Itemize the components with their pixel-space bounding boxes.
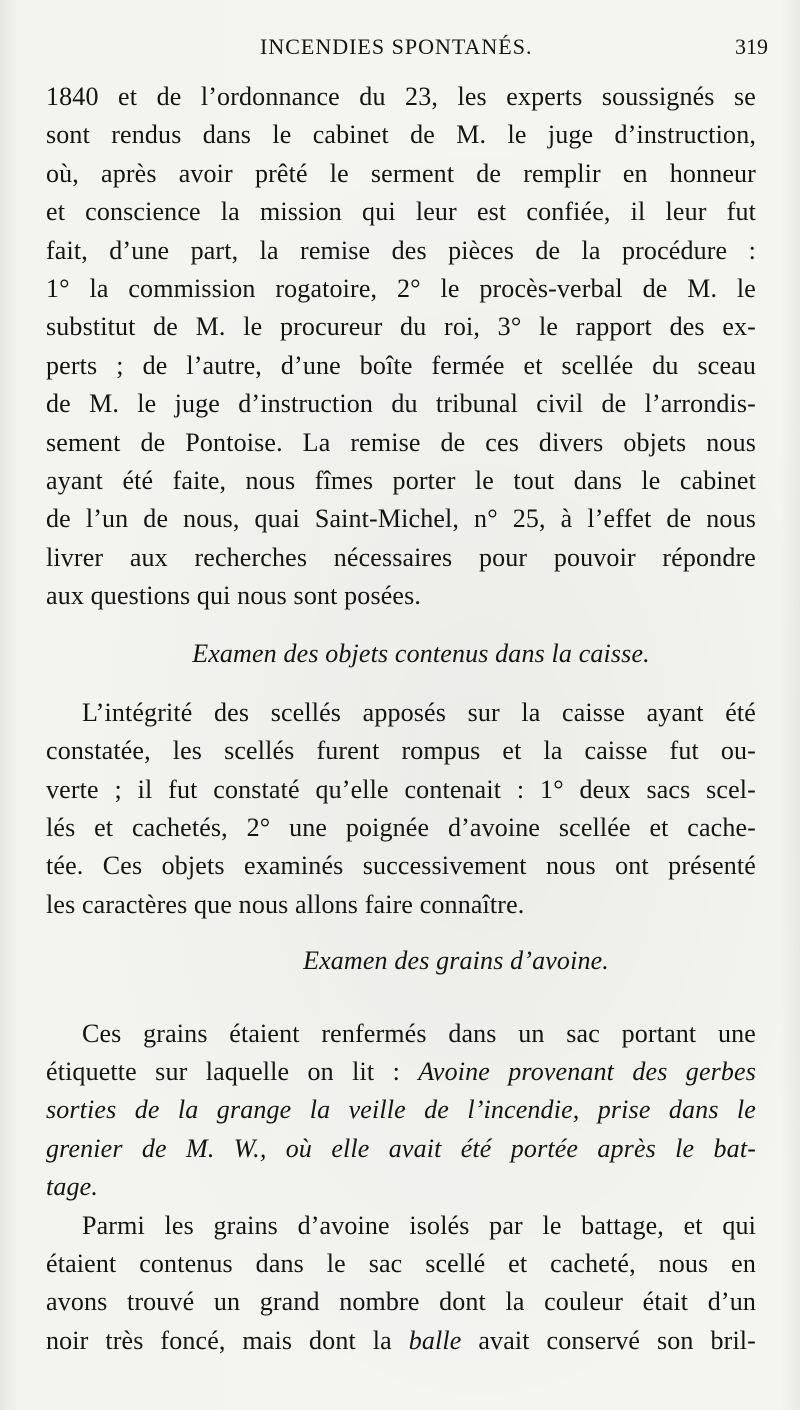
section-heading-objets: Examen des objets contenus dans la caisse. <box>192 639 650 669</box>
text-roman: étiquette sur laquelle on lit : <box>46 1056 419 1086</box>
text-line: avons trouvé un grand nombre dont la couleur était d’un <box>46 1287 756 1317</box>
section-heading-grains: Examen des grains d’avoine. <box>303 946 609 976</box>
paragraph-1 <box>46 78 756 615</box>
text-line: Ces grains étaient renfermés dans un sac portant une <box>82 1018 756 1048</box>
paragraph-4 <box>46 1207 756 1361</box>
quoted-label-text: grenier de M. W., où elle avait été portée après le bat- <box>46 1133 756 1163</box>
text-line: tée. Ces objets examinés successivement nous ont présenté <box>46 851 756 881</box>
body-text <box>46 78 756 1360</box>
text-line: Parmi les grains d’avoine isolés par le battage, et qui <box>82 1210 756 1240</box>
text-roman: noir très foncé, mais dont la <box>46 1325 409 1355</box>
text-line: perts ; de l’autre, d’une boîte fermée et scellée du sceau <box>46 350 756 380</box>
text-line: sont rendus dans le cabinet de M. le juge d’instruction, <box>46 120 756 150</box>
text-line: constatée, les scellés furent rompus et la caisse fut ou- <box>46 736 756 766</box>
page-number: 319 <box>735 34 768 59</box>
text-line: de l’un de nous, quai Saint-Michel, n° 25, à l’effet de nous <box>46 504 756 534</box>
text-line: sement de Pontoise. La remise de ces divers objets nous <box>46 427 756 457</box>
text-line <box>46 1053 756 1091</box>
text-line: où, après avoir prêté le serment de remplir en honneur <box>46 158 756 188</box>
text-line: de M. le juge d’instruction du tribunal civil de l’arrondis- <box>46 389 756 419</box>
running-title: INCENDIES SPONTANÉS. <box>260 34 533 59</box>
paragraph-2 <box>46 694 756 924</box>
text-line: fait, d’une part, la remise des pièces de la procédure : <box>46 235 756 265</box>
paragraph-3 <box>46 1015 756 1207</box>
text-line: aux questions qui nous sont posées. <box>46 581 422 611</box>
text-line: 1840 et de l’ordonnance du 23, les experts soussignés se <box>46 82 756 111</box>
quoted-label-text: tage. <box>46 1172 99 1202</box>
text-line: L’intégrité des scellés apposés sur la caisse ayant été <box>82 697 756 727</box>
text-line: 1° la commission rogatoire, 2° le procès-verbal de M. le <box>46 273 756 303</box>
text-line: les caractères que nous allons faire connaître. <box>46 889 525 919</box>
running-head <box>46 34 768 68</box>
text-line: et conscience la mission qui leur est confiée, il leur fut <box>46 197 756 227</box>
text-line: substitut de M. le procureur du roi, 3° le rapport des ex- <box>46 312 756 342</box>
text-roman: avait conservé son bril- <box>461 1325 756 1355</box>
text-line: ayant été faite, nous fîmes porter le tout dans le cabinet <box>46 465 756 495</box>
quoted-label-text: sorties de la grange la veille de l’incendie, prise dans le <box>46 1095 756 1125</box>
quoted-label-text: Avoine provenant des gerbes <box>418 1056 757 1086</box>
text-line: verte ; il fut constaté qu’elle contenait : 1° deux sacs scel- <box>46 774 756 804</box>
italic-term: balle <box>408 1325 462 1355</box>
text-line: lés et cachetés, 2° une poignée d’avoine scellée et cache- <box>46 813 756 843</box>
text-line: étaient contenus dans le sac scellé et cacheté, nous en <box>46 1248 756 1278</box>
text-line <box>46 1322 756 1360</box>
text-line: livrer aux recherches nécessaires pour pouvoir répondre <box>46 542 756 572</box>
